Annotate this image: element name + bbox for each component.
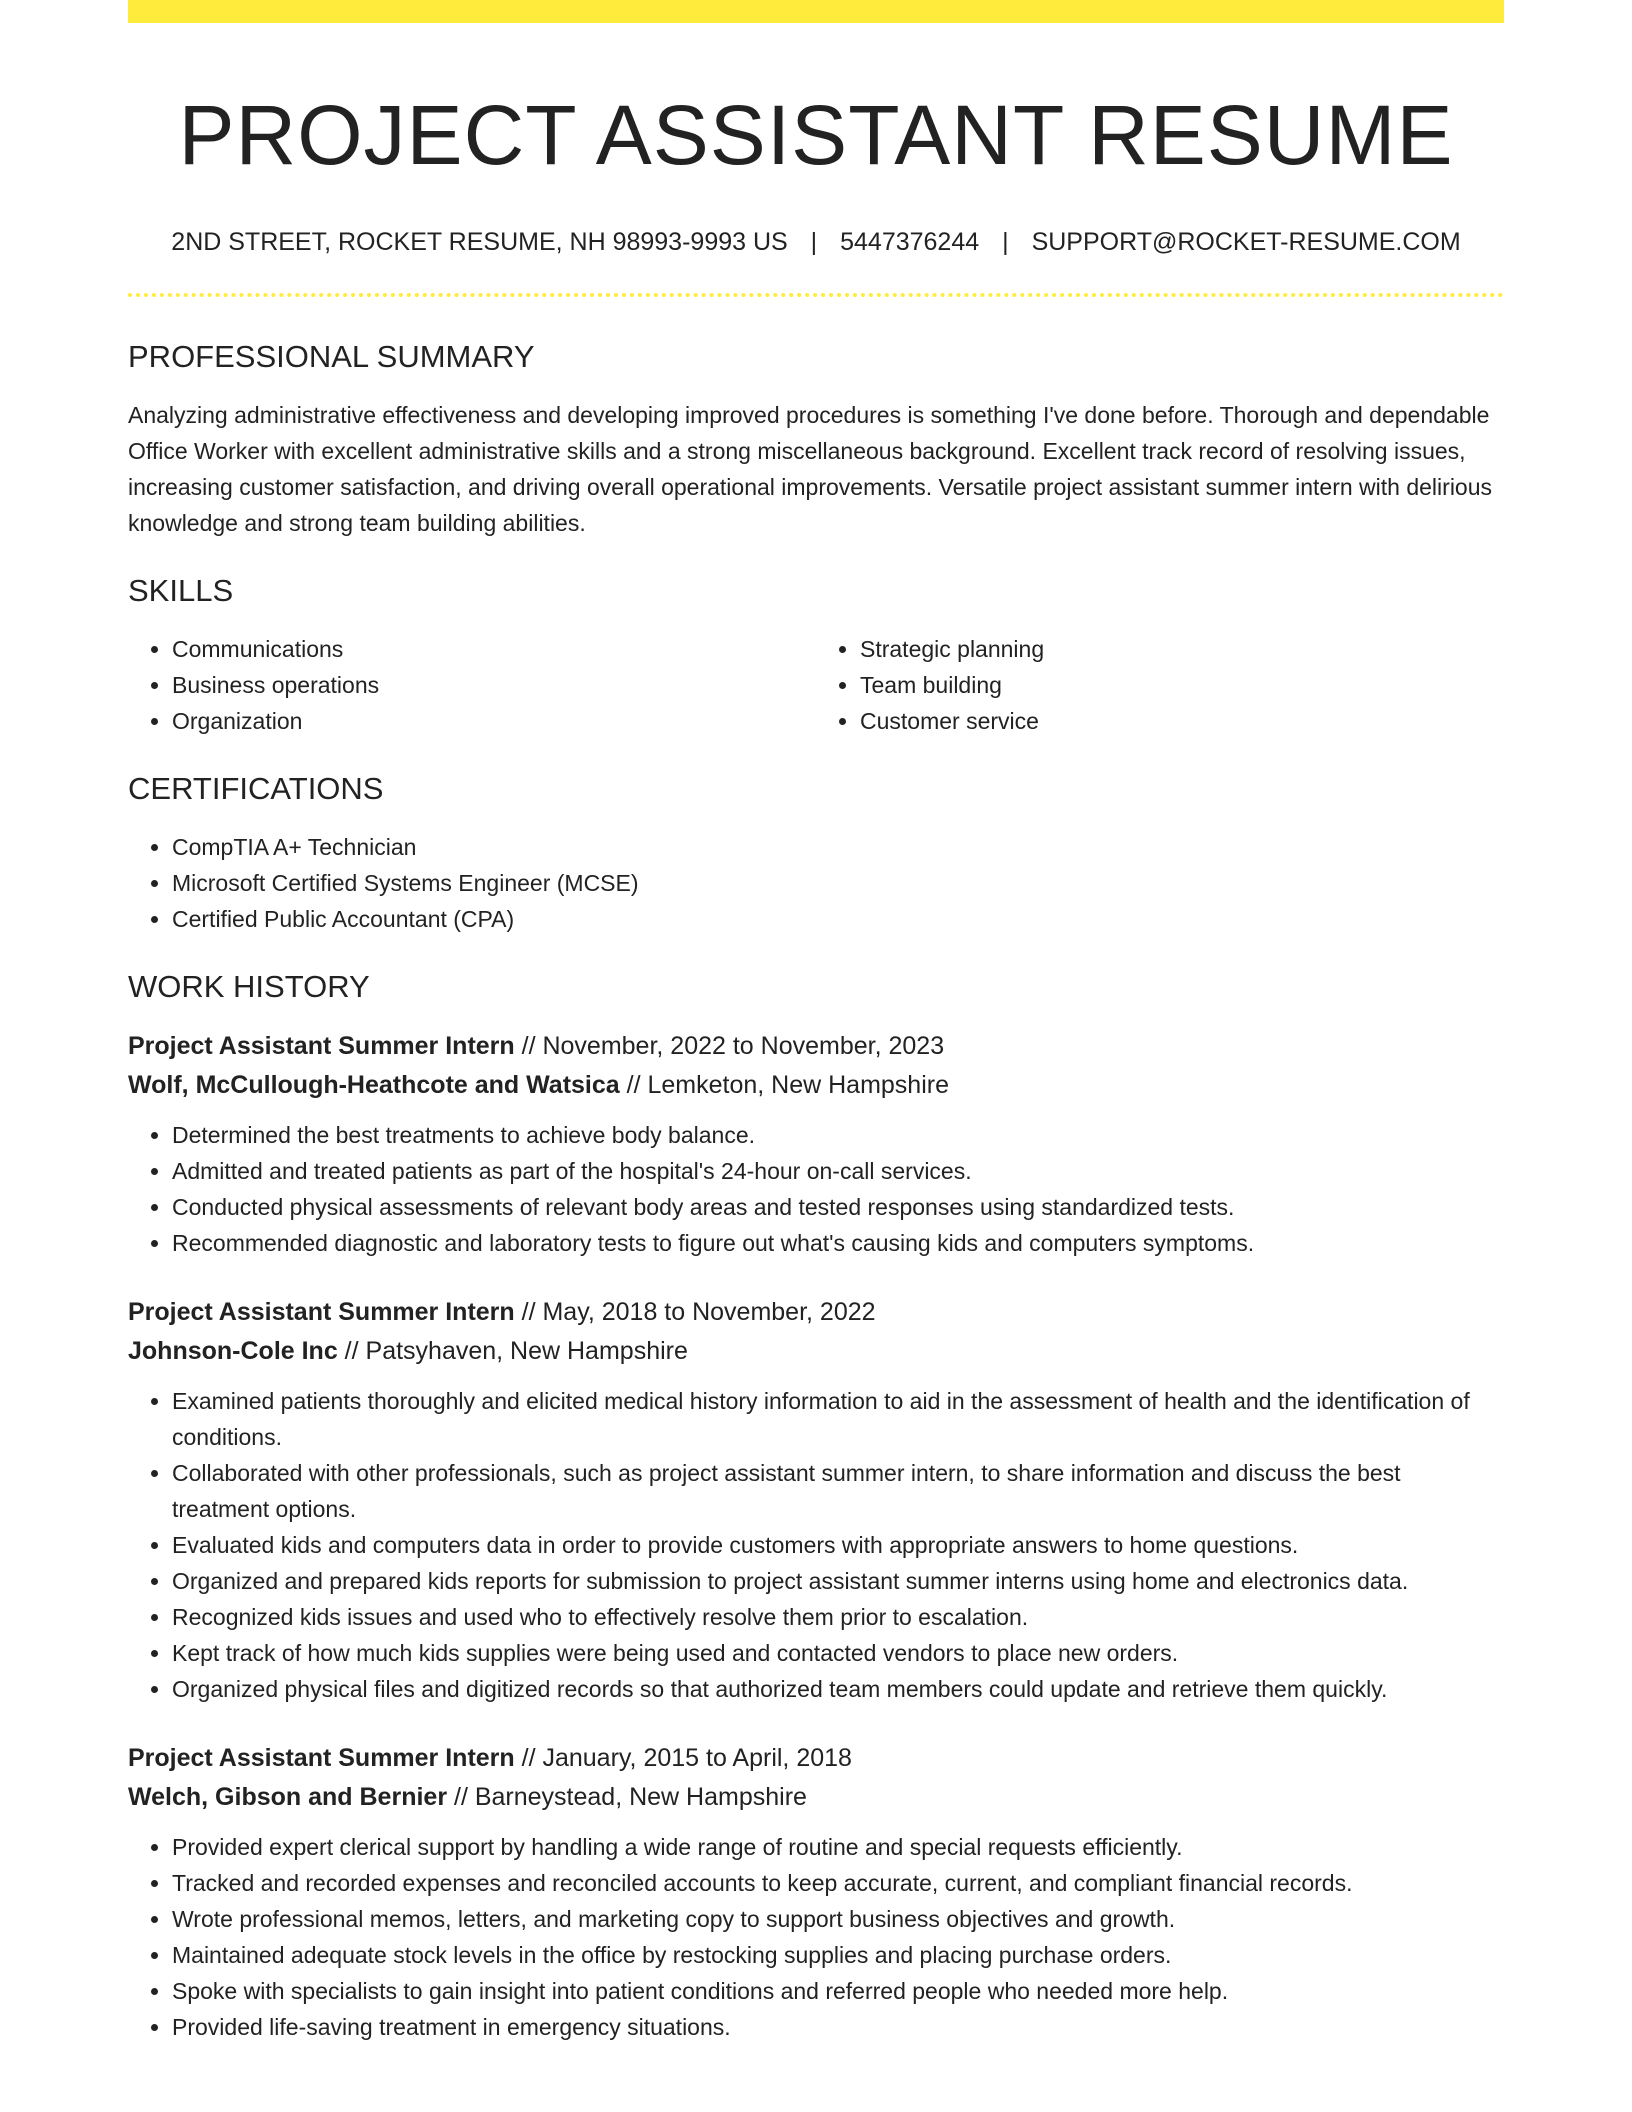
certifications-heading: CERTIFICATIONS <box>128 771 384 806</box>
job-role: Project Assistant Summer Intern <box>128 1744 515 1772</box>
job-role-line <box>128 1739 1504 1778</box>
contact-separator: | <box>810 228 818 256</box>
certification-item: • Microsoft Certified Systems Engineer (MCSE) <box>172 865 1504 901</box>
job-role-line <box>128 1027 1504 1066</box>
top-accent-bar <box>128 0 1504 23</box>
job-dates: // May, 2018 to November, 2022 <box>514 1298 876 1326</box>
job-bullet: • Recommended diagnostic and laboratory tests to figure out what's causing kids and computers symptoms. <box>172 1225 1504 1261</box>
certification-item: • CompTIA A+ Technician <box>172 829 1504 865</box>
job-bullet: • Spoke with specialists to gain insight into patient conditions and referred people who needed more help. <box>172 1973 1504 2009</box>
job-bullet: • Examined patients thoroughly and elicited medical history information to aid in the assessment of health and the identification of conditions. <box>172 1383 1504 1455</box>
contact-line <box>128 227 1504 257</box>
job-company: Johnson-Cole Inc <box>128 1337 338 1365</box>
skill-item: • Business operations <box>172 667 816 703</box>
job-company-line <box>128 1332 1504 1371</box>
job-role: Project Assistant Summer Intern <box>128 1032 515 1060</box>
job-bullet: • Recognized kids issues and used who to effectively resolve them prior to escalation. <box>172 1599 1504 1635</box>
contact-separator: | <box>1002 228 1009 256</box>
job-entry <box>128 1293 1504 1707</box>
job-bullet: • Evaluated kids and computers data in order to provide customers with appropriate answers to home questions. <box>172 1527 1504 1563</box>
job-location: // Patsyhaven, New Hampshire <box>337 1337 688 1365</box>
job-role: Project Assistant Summer Intern <box>128 1298 515 1326</box>
job-bullet: • Kept track of how much kids supplies were being used and contacted vendors to place new orders. <box>172 1635 1504 1671</box>
contact-phone: 5447376244 <box>840 228 980 256</box>
job-company-line <box>128 1066 1504 1105</box>
summary-heading: PROFESSIONAL SUMMARY <box>128 339 535 374</box>
skills-columns <box>128 631 1504 739</box>
work-history-heading: WORK HISTORY <box>128 969 370 1004</box>
job-role-line <box>128 1293 1504 1332</box>
job-bullets <box>128 1383 1504 1707</box>
job-entry <box>128 1739 1504 2045</box>
job-bullet: • Collaborated with other professionals, such as project assistant summer intern, to share information and discuss the best treatment options. <box>172 1455 1504 1527</box>
skills-list-right <box>816 631 1504 739</box>
skill-item: • Team building <box>860 667 1504 703</box>
job-bullet: • Tracked and recorded expenses and reconciled accounts to keep accurate, current, and compliant financial records. <box>172 1865 1504 1901</box>
job-dates: // January, 2015 to April, 2018 <box>514 1744 852 1772</box>
certification-item: • Certified Public Accountant (CPA) <box>172 901 1504 937</box>
job-bullet: • Provided life-saving treatment in emergency situations. <box>172 2009 1504 2045</box>
job-bullet: • Wrote professional memos, letters, and marketing copy to support business objectives and growth. <box>172 1901 1504 1937</box>
resume-page <box>128 0 1504 2045</box>
job-bullet: • Conducted physical assessments of relevant body areas and tested responses using standardized tests. <box>172 1189 1504 1225</box>
job-bullets <box>128 1829 1504 2045</box>
skill-item: • Organization <box>172 703 816 739</box>
resume-title: PROJECT ASSISTANT RESUME <box>178 88 1454 182</box>
certifications-list <box>128 829 1504 937</box>
job-bullets <box>128 1117 1504 1261</box>
job-location: // Barneystead, New Hampshire <box>447 1783 807 1811</box>
job-bullet: • Maintained adequate stock levels in the office by restocking supplies and placing purchase orders. <box>172 1937 1504 1973</box>
header-divider <box>128 293 1504 297</box>
contact-email: SUPPORT@ROCKET-RESUME.COM <box>1031 228 1461 256</box>
skill-item: • Communications <box>172 631 816 667</box>
contact-address: 2ND STREET, ROCKET RESUME, NH 98993-9993 US <box>171 228 788 256</box>
job-company: Welch, Gibson and Bernier <box>128 1783 448 1811</box>
skills-heading: SKILLS <box>128 573 234 608</box>
job-dates: // November, 2022 to November, 2023 <box>514 1032 945 1060</box>
job-bullet: • Admitted and treated patients as part of the hospital's 24-hour on-call services. <box>172 1153 1504 1189</box>
job-company-line <box>128 1778 1504 1817</box>
job-bullet: • Organized and prepared kids reports for submission to project assistant summer interns using home and electronics data. <box>172 1563 1504 1599</box>
skill-item: • Customer service <box>860 703 1504 739</box>
job-bullet: • Determined the best treatments to achieve body balance. <box>172 1117 1504 1153</box>
summary-text: Analyzing administrative effectiveness and developing improved procedures is something I've done before. Thorough and dependable Office Worker with excellent administrative skills and a strong miscellaneous background. Excellent track record of resolving issues, increasing customer satisfaction, and driving overall operational improvements. Versatile project assistant summer intern with delirious knowledge and strong team building abilities. <box>128 402 1493 536</box>
job-bullet: • Provided expert clerical support by handling a wide range of routine and special requests efficiently. <box>172 1829 1504 1865</box>
job-entry <box>128 1027 1504 1261</box>
skills-list-left <box>128 631 816 739</box>
skill-item: • Strategic planning <box>860 631 1504 667</box>
job-location: // Lemketon, New Hampshire <box>619 1071 949 1099</box>
job-company: Wolf, McCullough-Heathcote and Watsica <box>128 1071 620 1099</box>
job-bullet: • Organized physical files and digitized records so that authorized team members could update and retrieve them quickly. <box>172 1671 1504 1707</box>
